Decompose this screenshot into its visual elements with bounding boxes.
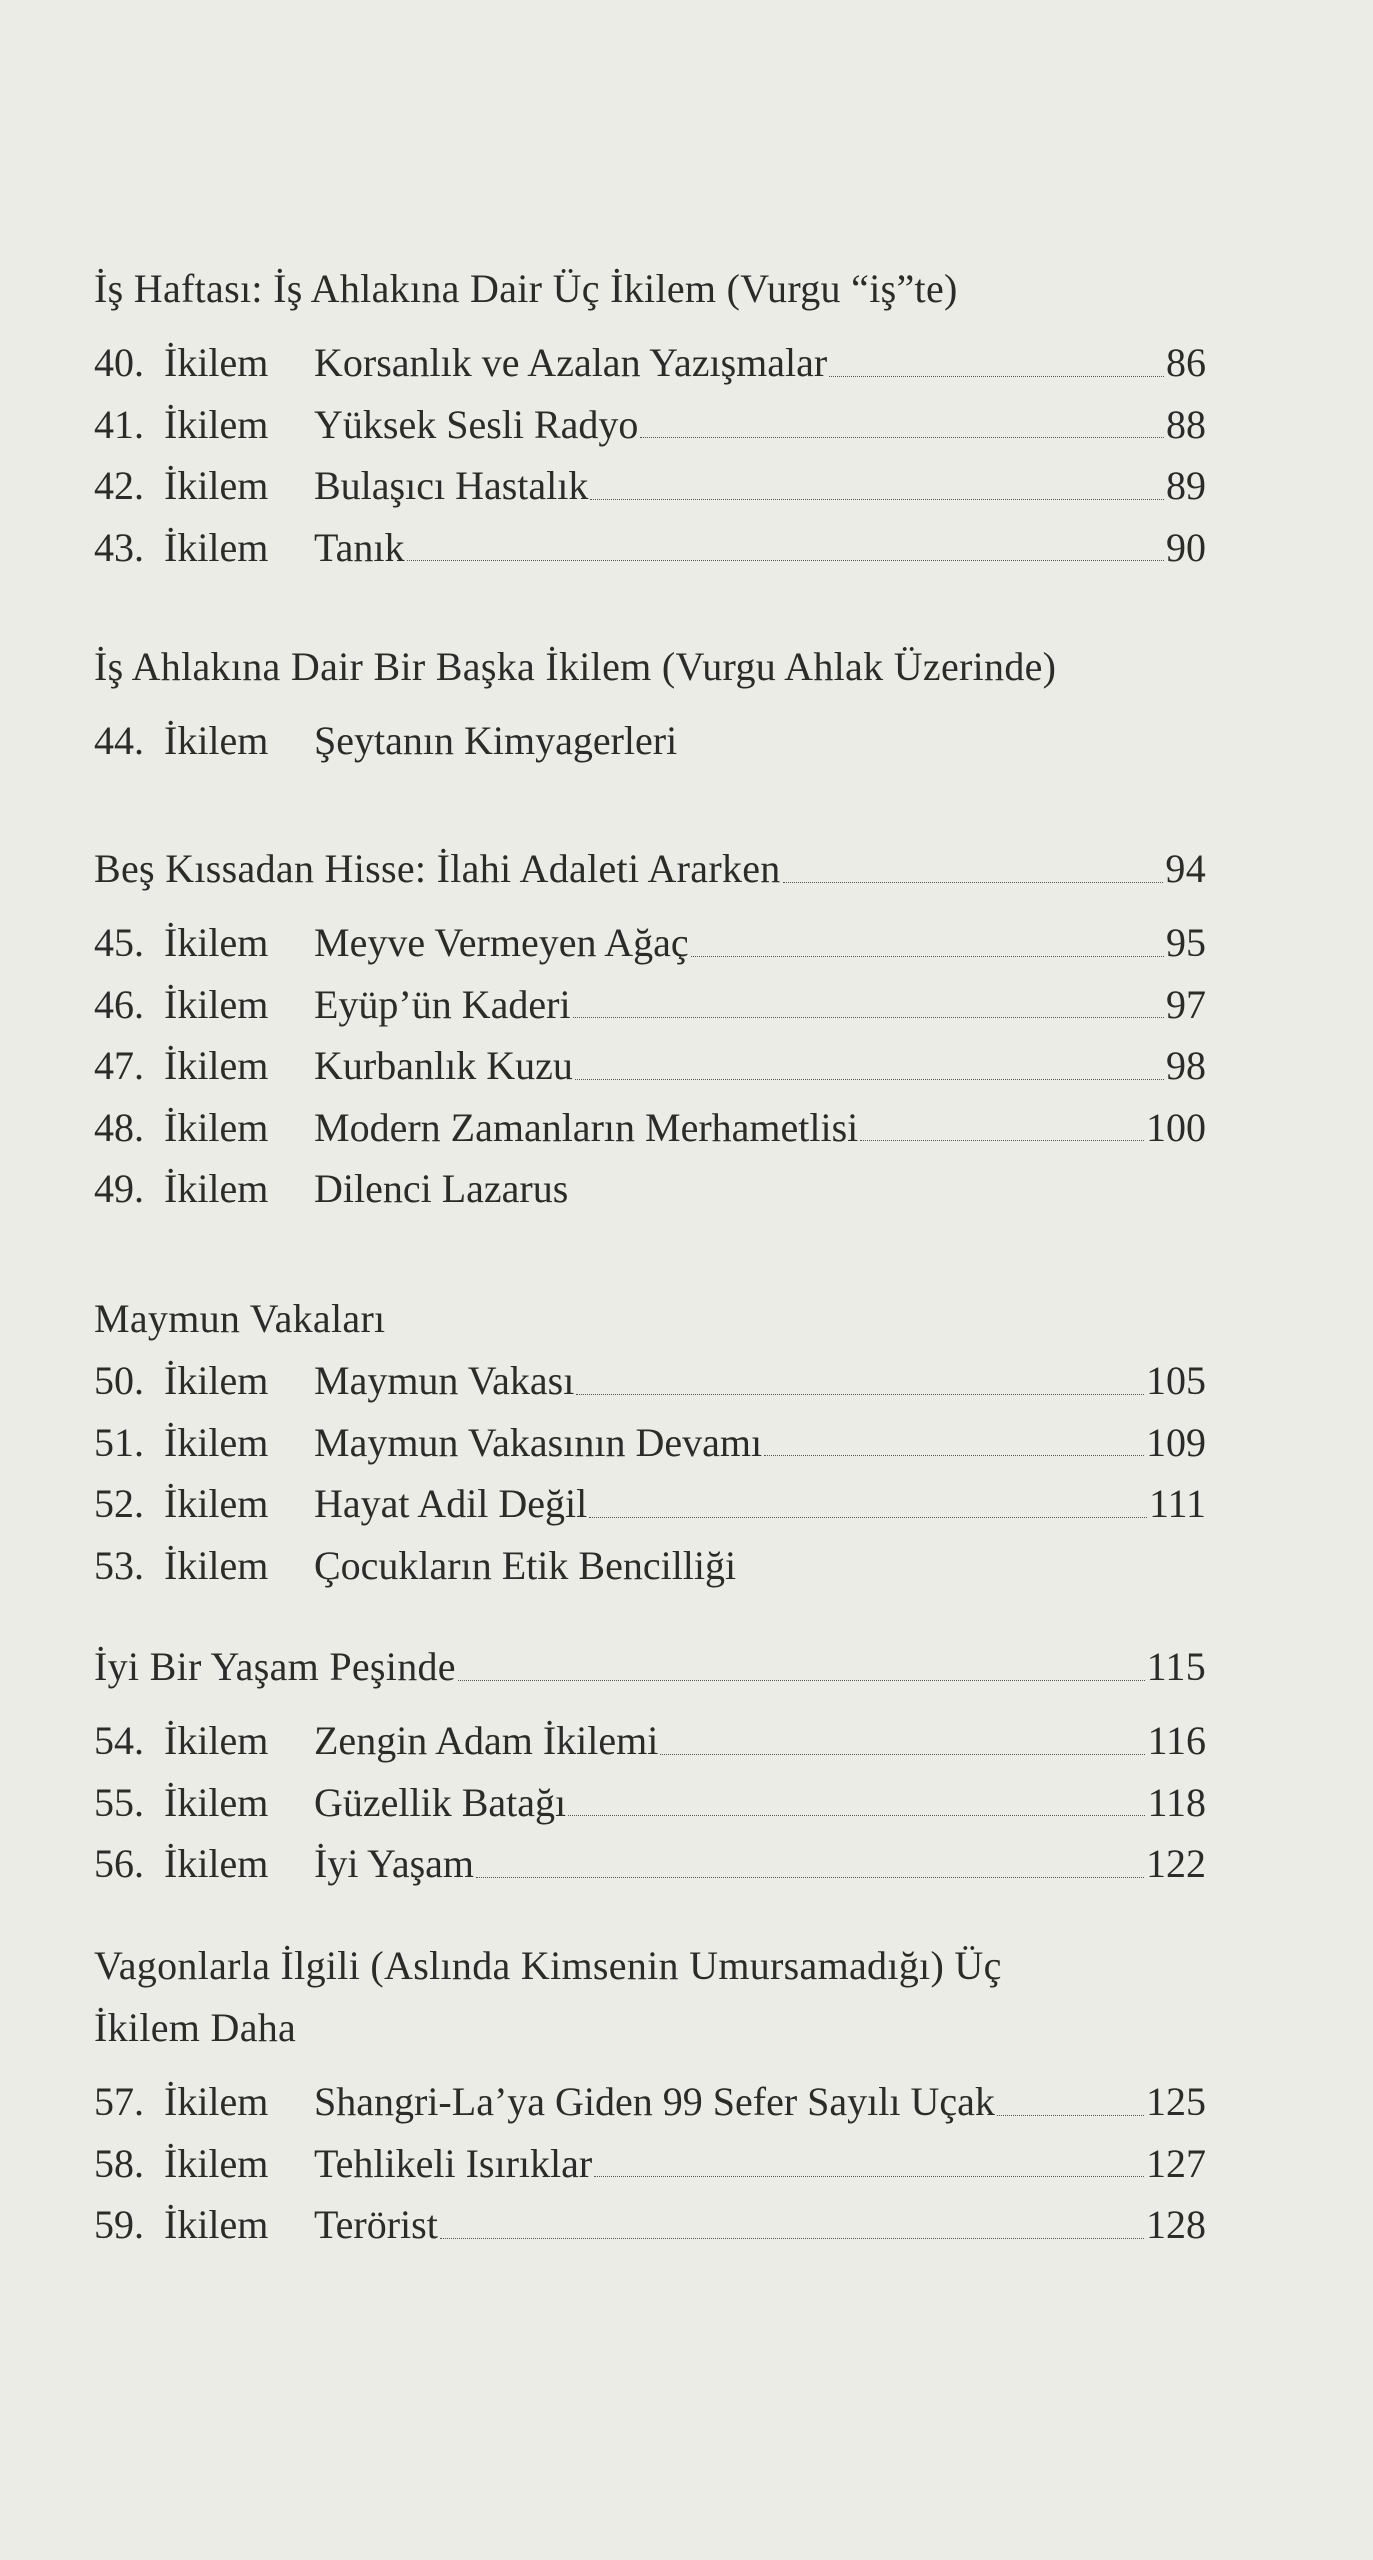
entry-title: Korsanlık ve Azalan Yazışmalar <box>314 340 828 385</box>
dot-leader <box>573 1035 1166 1097</box>
entry-label: İkilem <box>164 401 269 447</box>
entry-title: Meyve Vermeyen Ağaç <box>314 920 689 965</box>
dot-leader <box>995 2071 1146 2133</box>
dot-leader <box>574 1350 1146 1412</box>
toc-entry[interactable] <box>94 1035 1206 1097</box>
entry-number: 51. <box>94 1419 144 1465</box>
entry-title: Shangri-La’ya Giden 99 Sefer Sayılı Uçak <box>314 2079 995 2124</box>
entry-number: 42. <box>94 463 144 509</box>
dot-leader <box>456 1636 1147 1698</box>
entry-page: 88 <box>1166 401 1206 447</box>
toc-entry[interactable] <box>94 710 1206 772</box>
entry-page: 105 <box>1146 1358 1206 1403</box>
entry-title: Bulaşıcı Hastalık <box>314 463 589 509</box>
dot-leader <box>592 2133 1146 2195</box>
entry-page: 86 <box>1166 340 1206 385</box>
entry-list <box>94 332 1206 578</box>
entry-title: Şeytanın Kimyagerleri <box>314 718 678 763</box>
entry-label: İkilem <box>164 2079 269 2124</box>
toc-entry[interactable] <box>94 2071 1206 2133</box>
dot-leader <box>587 1473 1149 1535</box>
entry-number: 49. <box>94 1166 144 1212</box>
entry-label: İkilem <box>164 1419 269 1465</box>
toc-entry[interactable] <box>94 1772 1206 1834</box>
entry-label: İkilem <box>164 718 269 763</box>
entry-label: İkilem <box>164 1779 269 1825</box>
entry-title: Kurbanlık Kuzu <box>314 1043 573 1089</box>
entry-list <box>94 912 1206 1220</box>
toc-section <box>94 258 1206 578</box>
entry-number: 58. <box>94 2140 144 2186</box>
entry-page: 127 <box>1146 2140 1206 2186</box>
entry-title: Hayat Adil Değil <box>314 1481 588 1527</box>
entry-number: 47. <box>94 1043 144 1089</box>
entry-title: İyi Yaşam <box>314 1841 475 1887</box>
toc-entry[interactable] <box>94 1158 1206 1220</box>
dot-leader <box>474 1833 1146 1895</box>
entry-page: 125 <box>1146 2079 1206 2124</box>
section-page: 94 <box>1165 846 1206 891</box>
entry-label: İkilem <box>164 1166 269 1212</box>
entry-list <box>94 2071 1206 2256</box>
entry-title: Yüksek Sesli Radyo <box>314 401 639 447</box>
entry-label: İkilem <box>164 1542 269 1588</box>
toc-entry[interactable] <box>94 1710 1206 1772</box>
entry-title: Tanık <box>314 524 405 570</box>
entry-page: 122 <box>1146 1841 1206 1887</box>
entry-label: İkilem <box>164 1104 269 1150</box>
entry-label: İkilem <box>164 1481 269 1527</box>
entry-label: İkilem <box>164 1841 269 1887</box>
entry-number: 54. <box>94 1718 144 1763</box>
toc-entry[interactable] <box>94 2194 1206 2256</box>
entry-title: Zengin Adam İkilemi <box>314 1718 659 1763</box>
entry-label: İkilem <box>164 340 269 385</box>
entry-number: 44. <box>94 718 144 763</box>
toc-entry[interactable] <box>94 1097 1206 1159</box>
dot-leader <box>638 394 1166 456</box>
toc-entry[interactable] <box>94 2133 1206 2195</box>
section-title: Maymun Vakaları <box>94 1296 386 1341</box>
entry-label: İkilem <box>164 1718 269 1763</box>
dot-leader <box>827 332 1166 394</box>
dot-leader <box>438 2194 1146 2256</box>
section-page: 115 <box>1146 1644 1206 1689</box>
section-title: İş Ahlakına Dair Bir Başka İkilem (Vurgu Ahlak Üzerinde) <box>94 644 1057 689</box>
entry-title: Çocukların Etik Bencilliği <box>314 1542 737 1588</box>
entry-title: Modern Zamanların Merhametlisi <box>314 1104 859 1150</box>
toc-section <box>94 838 1206 1220</box>
entry-number: 41. <box>94 401 144 447</box>
entry-title: Dilenci Lazarus <box>314 1166 569 1212</box>
entry-label: İkilem <box>164 1358 269 1403</box>
entry-page: 89 <box>1166 463 1206 509</box>
entry-title: Terörist <box>314 2202 438 2248</box>
entry-title: Maymun Vakası <box>314 1358 575 1403</box>
toc-entry[interactable] <box>94 1833 1206 1895</box>
entry-page: 128 <box>1146 2202 1206 2248</box>
dot-leader <box>689 912 1166 974</box>
entry-page: 109 <box>1146 1419 1206 1465</box>
entry-page: 111 <box>1148 1481 1206 1527</box>
entry-page: 97 <box>1166 981 1206 1027</box>
toc-entry[interactable] <box>94 912 1206 974</box>
entry-number: 50. <box>94 1358 144 1403</box>
toc-entry[interactable] <box>94 455 1206 517</box>
toc-entry[interactable] <box>94 1535 1206 1597</box>
entry-number: 53. <box>94 1542 144 1588</box>
toc-section <box>94 1288 1206 1596</box>
entry-page: 98 <box>1166 1043 1206 1089</box>
entry-page: 100 <box>1146 1104 1206 1150</box>
section-title[interactable]: Beş Kıssadan Hisse: İlahi Adaleti Ararken 94 <box>94 838 1206 900</box>
dot-leader <box>588 455 1166 517</box>
entry-label: İkilem <box>164 981 269 1027</box>
toc-section <box>94 636 1206 772</box>
section-title: İş Haftası: İş Ahlakına Dair Üç İkilem (Vurgu “iş”te) <box>94 266 958 311</box>
dot-leader <box>781 838 1166 900</box>
dot-leader <box>858 1097 1146 1159</box>
entry-page: 95 <box>1166 920 1206 965</box>
dot-leader <box>762 1412 1146 1474</box>
entry-number: 46. <box>94 981 144 1027</box>
entry-page: 116 <box>1147 1718 1206 1763</box>
entry-label: İkilem <box>164 1043 269 1089</box>
entry-title: Tehlikeli Isırıklar <box>314 2140 593 2186</box>
entry-number: 48. <box>94 1104 144 1150</box>
entry-title: Eyüp’ün Kaderi <box>314 981 571 1027</box>
entry-label: İkilem <box>164 524 269 570</box>
entry-page: 90 <box>1166 524 1206 570</box>
entry-list <box>94 1350 1206 1596</box>
toc-section <box>94 1636 1206 1895</box>
toc-entry[interactable] <box>94 394 1206 456</box>
toc-entry[interactable] <box>94 1350 1206 1412</box>
entry-number: 45. <box>94 920 144 965</box>
entry-label: İkilem <box>164 463 269 509</box>
section-title[interactable]: İyi Bir Yaşam Peşinde 115 <box>94 1636 1206 1698</box>
dot-leader <box>658 1710 1147 1772</box>
toc-entry[interactable] <box>94 974 1206 1036</box>
entry-label: İkilem <box>164 920 269 965</box>
entry-label: İkilem <box>164 2140 269 2186</box>
entry-number: 57. <box>94 2079 144 2124</box>
entry-number: 56. <box>94 1841 144 1887</box>
entry-number: 43. <box>94 524 144 570</box>
entry-page: 118 <box>1147 1779 1206 1825</box>
toc-entry[interactable] <box>94 1412 1206 1474</box>
dot-leader <box>571 974 1166 1036</box>
dot-leader <box>405 517 1166 579</box>
dot-leader <box>566 1772 1147 1834</box>
entry-number: 55. <box>94 1779 144 1825</box>
toc-entry[interactable] <box>94 1473 1206 1535</box>
toc-entry[interactable] <box>94 332 1206 394</box>
entry-list <box>94 710 1206 772</box>
entry-title: Güzellik Batağı <box>314 1779 567 1825</box>
entry-number: 40. <box>94 340 144 385</box>
toc-entry[interactable] <box>94 517 1206 579</box>
entry-number: 59. <box>94 2202 144 2248</box>
section-title: Vagonlarla İlgili (Aslında Kimsenin Umursamadığı) Üç İkilem Daha <box>94 1943 1002 2050</box>
entry-number: 52. <box>94 1481 144 1527</box>
entry-title: Maymun Vakasının Devamı <box>314 1419 763 1465</box>
toc-section <box>94 1935 1206 2256</box>
entry-list <box>94 1710 1206 1895</box>
entry-label: İkilem <box>164 2202 269 2248</box>
